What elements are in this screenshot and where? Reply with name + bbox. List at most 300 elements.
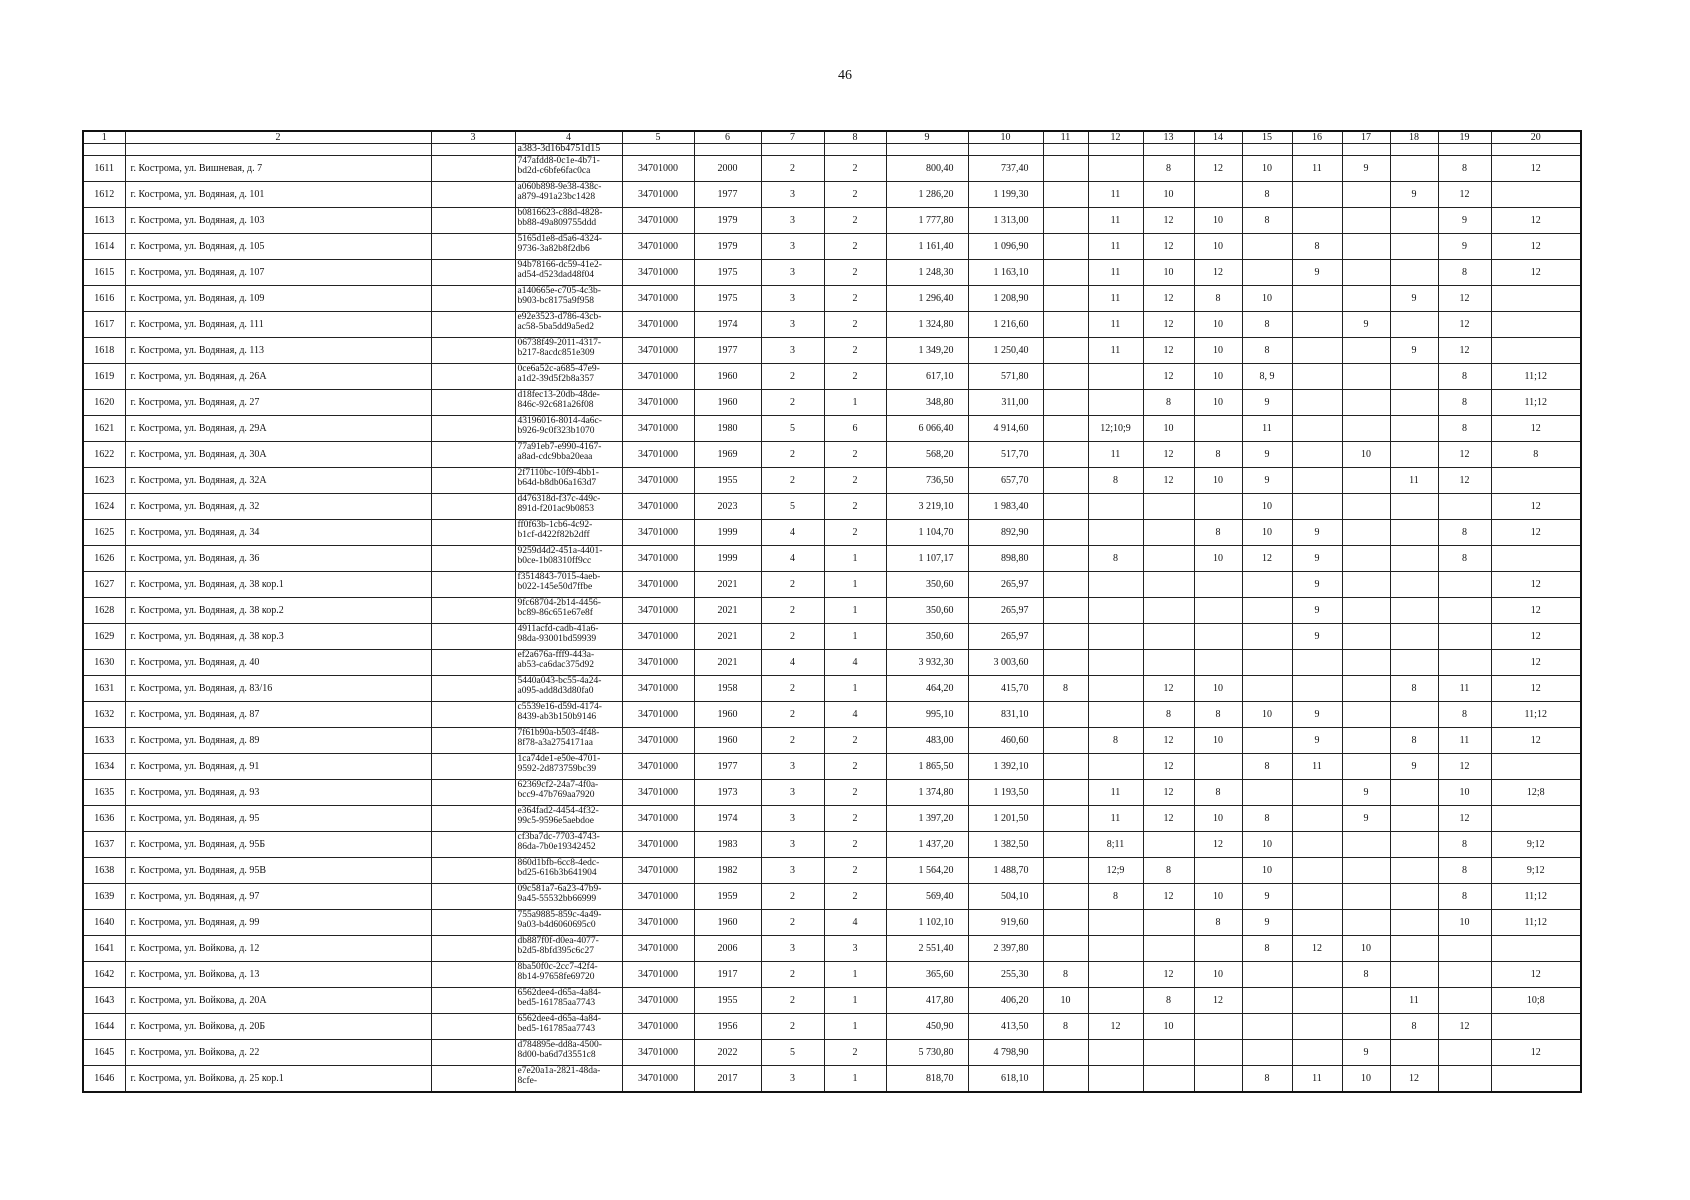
value-cell-8: 4 [824,910,886,936]
guid-part-2: 86da-7b0e19342452 [517,842,596,852]
value-cell-17: 9 [1342,1040,1390,1066]
value-cell-7: 2 [761,728,824,754]
guid-part-1: db887f0f-d0ea-4077- [517,936,599,946]
value-cell-13: 12 [1143,962,1194,988]
value-cell-8: 2 [824,286,886,312]
empty-cell [431,754,515,780]
value-cell-14: 10 [1194,728,1242,754]
guid-part-1: e92e3523-d786-43cb- [517,312,602,322]
value-cell-9: 1 349,20 [886,338,968,364]
value-cell-17 [1342,338,1390,364]
value-cell-8: 2 [824,728,886,754]
guid-cell [515,936,622,962]
value-cell-19: 9 [1438,208,1491,234]
value-cell-20 [1491,468,1581,494]
table-row [83,156,1581,182]
value-cell-20: 11;12 [1491,910,1581,936]
value-cell-8: 2 [824,754,886,780]
row-number: 1615 [83,260,125,286]
value-cell-7: 5 [761,1040,824,1066]
value-cell-10: 406,20 [968,988,1043,1014]
table-row [83,442,1581,468]
value-cell-18 [1390,884,1438,910]
year-cell: 2021 [694,572,761,598]
guid-cell [515,546,622,572]
value-cell-19 [1438,572,1491,598]
value-cell-19: 8 [1438,858,1491,884]
value-cell-13 [1143,1040,1194,1066]
value-cell-11 [1043,806,1088,832]
value-cell-13: 12 [1143,806,1194,832]
value-cell-17 [1342,858,1390,884]
value-cell-10: 1 163,10 [968,260,1043,286]
table-row [83,1040,1581,1066]
guid-part-1: a060b898-9e38-438c- [517,182,602,192]
value-cell-20 [1491,1014,1581,1040]
value-cell-17 [1342,234,1390,260]
value-cell-11 [1043,702,1088,728]
okato-cell: 34701000 [622,858,694,884]
value-cell-20: 12 [1491,598,1581,624]
value-cell-20: 12 [1491,650,1581,676]
guid-cell [515,962,622,988]
address-cell: г. Кострома, ул. Водяная, д. 101 [125,182,431,208]
value-cell-13: 12 [1143,754,1194,780]
value-cell-12 [1088,650,1143,676]
value-cell-12 [1088,754,1143,780]
year-cell: 2022 [694,1040,761,1066]
value-cell-10: 460,60 [968,728,1043,754]
value-cell-16: 11 [1292,1066,1342,1092]
value-cell-15 [1242,988,1292,1014]
row-number: 1644 [83,1014,125,1040]
address-cell: г. Кострома, ул. Водяная, д. 32А [125,468,431,494]
value-cell-9: 1 107,17 [886,546,968,572]
row-number: 1619 [83,364,125,390]
value-cell-12: 12;9 [1088,858,1143,884]
guid-part-1: 1ca74de1-e50e-4701- [517,754,601,764]
value-cell-15 [1242,572,1292,598]
guid-part-2: bc89-86c651e67e8f [517,608,593,618]
year-cell: 1999 [694,546,761,572]
value-cell-18 [1390,780,1438,806]
table-row [83,234,1581,260]
empty-cell [431,1040,515,1066]
value-cell-11 [1043,364,1088,390]
value-cell-15: 11 [1242,416,1292,442]
guid-cell [515,364,622,390]
value-cell-16: 9 [1292,728,1342,754]
value-cell-8: 4 [824,650,886,676]
value-cell-7: 2 [761,598,824,624]
row-number: 1639 [83,884,125,910]
row-number: 1618 [83,338,125,364]
value-cell-19: 11 [1438,728,1491,754]
address-cell: г. Кострома, ул. Водяная, д. 91 [125,754,431,780]
value-cell-12: 11 [1088,234,1143,260]
value-cell-13 [1143,494,1194,520]
value-cell-7: 3 [761,234,824,260]
table-row [83,936,1581,962]
table-row [83,572,1581,598]
value-cell-9: 1 296,40 [886,286,968,312]
value-cell-14 [1194,936,1242,962]
year-cell: 2017 [694,1066,761,1092]
guid-part-2: b0ce-1b08310ff9cc [517,556,592,566]
value-cell-16 [1292,442,1342,468]
value-cell-18 [1390,442,1438,468]
value-cell-11: 10 [1043,988,1088,1014]
value-cell-8: 1 [824,962,886,988]
value-cell-19 [1438,962,1491,988]
row-number: 1643 [83,988,125,1014]
year-cell: 1999 [694,520,761,546]
value-cell-11 [1043,208,1088,234]
value-cell-11 [1043,312,1088,338]
row-number: 1627 [83,572,125,598]
value-cell-10: 657,70 [968,468,1043,494]
address-cell: г. Кострома, ул. Водяная, д. 105 [125,234,431,260]
value-cell-17 [1342,598,1390,624]
guid-part-2: b64d-b8db06a163d7 [517,478,597,488]
value-cell-11: 8 [1043,676,1088,702]
value-cell-12 [1088,156,1143,182]
guid-part-1: 09c581a7-6a23-47b9- [517,884,602,894]
okato-cell: 34701000 [622,936,694,962]
value-cell-12 [1088,988,1143,1014]
value-cell-16: 11 [1292,156,1342,182]
guid-part-1: cf3ba7dc-7703-4743- [517,832,600,842]
value-cell-7: 2 [761,572,824,598]
value-cell-15: 8 [1242,338,1292,364]
value-cell-12: 8 [1088,884,1143,910]
value-cell-18: 8 [1390,676,1438,702]
column-header-11: 11 [1043,131,1088,144]
value-cell-16: 11 [1292,754,1342,780]
value-cell-11 [1043,520,1088,546]
guid-part-2: bd2d-c6bfe6fac0ca [517,166,591,176]
value-cell-7: 2 [761,702,824,728]
guid-cell [515,312,622,338]
guid-cell [515,858,622,884]
year-cell: 1977 [694,182,761,208]
guid-part-1: f3514843-7015-4aeb- [517,572,601,582]
value-cell-13: 12 [1143,338,1194,364]
value-cell-11 [1043,286,1088,312]
year-cell: 1982 [694,858,761,884]
value-cell-14: 10 [1194,962,1242,988]
value-cell-15: 8 [1242,1066,1292,1092]
column-header-9: 9 [886,131,968,144]
table-row [83,780,1581,806]
value-cell-9: 1 865,50 [886,754,968,780]
value-cell-19: 8 [1438,390,1491,416]
value-cell-14: 8 [1194,910,1242,936]
column-header-20: 20 [1491,131,1581,144]
value-cell-10: 3 003,60 [968,650,1043,676]
value-cell-13: 8 [1143,702,1194,728]
value-cell-16: 12 [1292,936,1342,962]
value-cell-13: 12 [1143,364,1194,390]
value-cell-13 [1143,1066,1194,1092]
value-cell-12 [1088,676,1143,702]
okato-cell: 34701000 [622,1014,694,1040]
value-cell-16 [1292,676,1342,702]
guid-cell [515,676,622,702]
okato-cell: 34701000 [622,520,694,546]
value-cell-13: 12 [1143,728,1194,754]
value-cell-12 [1088,598,1143,624]
value-cell-19 [1438,936,1491,962]
guid-cell [515,754,622,780]
value-cell-13: 12 [1143,208,1194,234]
value-cell-12: 12;10;9 [1088,416,1143,442]
guid-cell [515,286,622,312]
guid-part-1: 6562dee4-d65a-4a84- [517,988,601,998]
value-cell-20: 12 [1491,1040,1581,1066]
address-cell: г. Кострома, ул. Водяная, д. 36 [125,546,431,572]
value-cell-11 [1043,546,1088,572]
guid-part-2: b217-8acdc851e309 [517,348,595,358]
guid-part-1: 8ba50f0c-2cc7-42f4- [517,962,598,972]
value-cell-7: 3 [761,858,824,884]
value-cell-19: 8 [1438,520,1491,546]
guid-part-2: 8d00-ba6d7d3551c8 [517,1050,596,1060]
value-cell-17 [1342,546,1390,572]
year-cell: 2023 [694,494,761,520]
okato-cell: 34701000 [622,234,694,260]
address-cell: г. Кострома, ул. Водяная, д. 87 [125,702,431,728]
value-cell-12: 11 [1088,208,1143,234]
value-cell-9: 350,60 [886,598,968,624]
value-cell-19: 8 [1438,884,1491,910]
value-cell-12: 12 [1088,1014,1143,1040]
value-cell-7: 2 [761,884,824,910]
value-cell-9: 1 777,80 [886,208,968,234]
okato-cell: 34701000 [622,416,694,442]
value-cell-15: 8 [1242,936,1292,962]
value-cell-19: 8 [1438,702,1491,728]
table-row [83,494,1581,520]
value-cell-10: 1 488,70 [968,858,1043,884]
value-cell-11 [1043,442,1088,468]
guid-cell [515,832,622,858]
value-cell-19: 8 [1438,546,1491,572]
guid-part-2: 8b14-97658fe69720 [517,972,595,982]
address-cell: г. Кострома, ул. Водяная, д. 40 [125,650,431,676]
value-cell-9: 1 286,20 [886,182,968,208]
value-cell-9: 2 551,40 [886,936,968,962]
value-cell-17: 9 [1342,156,1390,182]
row-number: 1612 [83,182,125,208]
value-cell-7: 3 [761,1066,824,1092]
value-cell-10: 898,80 [968,546,1043,572]
value-cell-15: 10 [1242,156,1292,182]
year-cell: 1959 [694,884,761,910]
year-cell: 1960 [694,728,761,754]
value-cell-20: 10;8 [1491,988,1581,1014]
value-cell-20: 8 [1491,442,1581,468]
value-cell-16 [1292,910,1342,936]
value-cell-19 [1438,988,1491,1014]
value-cell-18: 8 [1390,1014,1438,1040]
value-cell-12 [1088,494,1143,520]
column-header-3: 3 [431,131,515,144]
empty-cell [431,988,515,1014]
year-cell: 1955 [694,988,761,1014]
value-cell-16 [1292,988,1342,1014]
guid-part-2: bb88-49a809755ddd [517,218,597,228]
value-cell-18 [1390,390,1438,416]
value-cell-11 [1043,156,1088,182]
table-row [83,988,1581,1014]
value-cell-17: 9 [1342,780,1390,806]
value-cell-15: 8, 9 [1242,364,1292,390]
value-cell-19 [1438,650,1491,676]
value-cell-18 [1390,624,1438,650]
table-row [83,884,1581,910]
okato-cell: 34701000 [622,260,694,286]
column-header-19: 19 [1438,131,1491,144]
guid-part-2: bcc9-47b769aa7920 [517,790,595,800]
guid-part-2: b2d5-8bfd395c6c27 [517,946,595,956]
value-cell-18 [1390,364,1438,390]
value-cell-7: 2 [761,988,824,1014]
value-cell-18 [1390,598,1438,624]
value-cell-10: 265,97 [968,572,1043,598]
empty-cell [431,910,515,936]
value-cell-15: 10 [1242,702,1292,728]
okato-cell: 34701000 [622,598,694,624]
value-cell-14 [1194,1014,1242,1040]
column-header-4: 4 [515,131,622,144]
value-cell-11 [1043,468,1088,494]
value-cell-16 [1292,208,1342,234]
row-number: 1646 [83,1066,125,1092]
value-cell-8: 2 [824,780,886,806]
value-cell-14 [1194,598,1242,624]
value-cell-17 [1342,728,1390,754]
value-cell-11 [1043,650,1088,676]
value-cell-18 [1390,416,1438,442]
value-cell-20 [1491,338,1581,364]
table-row [83,858,1581,884]
column-header-7: 7 [761,131,824,144]
guid-cell [515,338,622,364]
value-cell-10: 1 201,50 [968,806,1043,832]
row-number: 1617 [83,312,125,338]
address-cell: г. Кострома, ул. Водяная, д. 38 кор.2 [125,598,431,624]
value-cell-8: 2 [824,468,886,494]
value-cell-8: 1 [824,390,886,416]
value-cell-15: 9 [1242,884,1292,910]
value-cell-19: 12 [1438,338,1491,364]
year-cell: 1960 [694,364,761,390]
value-cell-7: 2 [761,676,824,702]
value-cell-14: 10 [1194,546,1242,572]
value-cell-8: 1 [824,598,886,624]
okato-cell: 34701000 [622,884,694,910]
value-cell-7: 3 [761,754,824,780]
year-cell: 2000 [694,156,761,182]
year-cell: 1974 [694,806,761,832]
okato-cell: 34701000 [622,468,694,494]
value-cell-11 [1043,182,1088,208]
value-cell-8: 1 [824,1014,886,1040]
value-cell-7: 3 [761,780,824,806]
value-cell-14: 12 [1194,156,1242,182]
value-cell-18 [1390,572,1438,598]
value-cell-8: 2 [824,260,886,286]
address-cell: г. Кострома, ул. Водяная, д. 95 [125,806,431,832]
value-cell-9: 350,60 [886,624,968,650]
value-cell-14: 10 [1194,468,1242,494]
value-cell-14: 10 [1194,312,1242,338]
value-cell-7: 3 [761,936,824,962]
value-cell-11 [1043,728,1088,754]
empty-cell [431,364,515,390]
value-cell-20 [1491,286,1581,312]
table-row [83,546,1581,572]
value-cell-9: 1 374,80 [886,780,968,806]
value-cell-14: 8 [1194,520,1242,546]
value-cell-15: 9 [1242,910,1292,936]
address-cell: г. Кострома, ул. Водяная, д. 95В [125,858,431,884]
value-cell-15 [1242,650,1292,676]
row-number: 1622 [83,442,125,468]
value-cell-17 [1342,624,1390,650]
address-cell: г. Кострома, ул. Водяная, д. 97 [125,884,431,910]
address-cell: г. Кострома, ул. Водяная, д. 99 [125,910,431,936]
value-cell-9: 1 102,10 [886,910,968,936]
value-cell-14 [1194,1066,1242,1092]
value-cell-8: 2 [824,884,886,910]
column-header-5: 5 [622,131,694,144]
value-cell-9: 569,40 [886,884,968,910]
empty-cell [431,234,515,260]
empty-cell [431,780,515,806]
value-cell-11 [1043,754,1088,780]
value-cell-18 [1390,702,1438,728]
value-cell-13: 10 [1143,182,1194,208]
year-cell: 1973 [694,780,761,806]
value-cell-18 [1390,494,1438,520]
okato-cell: 34701000 [622,494,694,520]
value-cell-13: 12 [1143,884,1194,910]
value-cell-9: 995,10 [886,702,968,728]
value-cell-12 [1088,390,1143,416]
value-cell-20 [1491,806,1581,832]
address-cell: г. Кострома, ул. Войкова, д. 12 [125,936,431,962]
value-cell-9: 365,60 [886,962,968,988]
value-cell-18: 11 [1390,468,1438,494]
value-cell-17 [1342,286,1390,312]
table-row [83,208,1581,234]
row-number: 1614 [83,234,125,260]
value-cell-14 [1194,494,1242,520]
value-cell-16 [1292,312,1342,338]
guid-cell [515,598,622,624]
value-cell-11 [1043,260,1088,286]
value-cell-19: 9 [1438,234,1491,260]
row-number: 1636 [83,806,125,832]
value-cell-13: 10 [1143,1014,1194,1040]
value-cell-19: 12 [1438,468,1491,494]
value-cell-15 [1242,728,1292,754]
value-cell-10: 618,10 [968,1066,1043,1092]
value-cell-18 [1390,546,1438,572]
guid-part-1: e364fad2-4454-4f32- [517,806,599,816]
